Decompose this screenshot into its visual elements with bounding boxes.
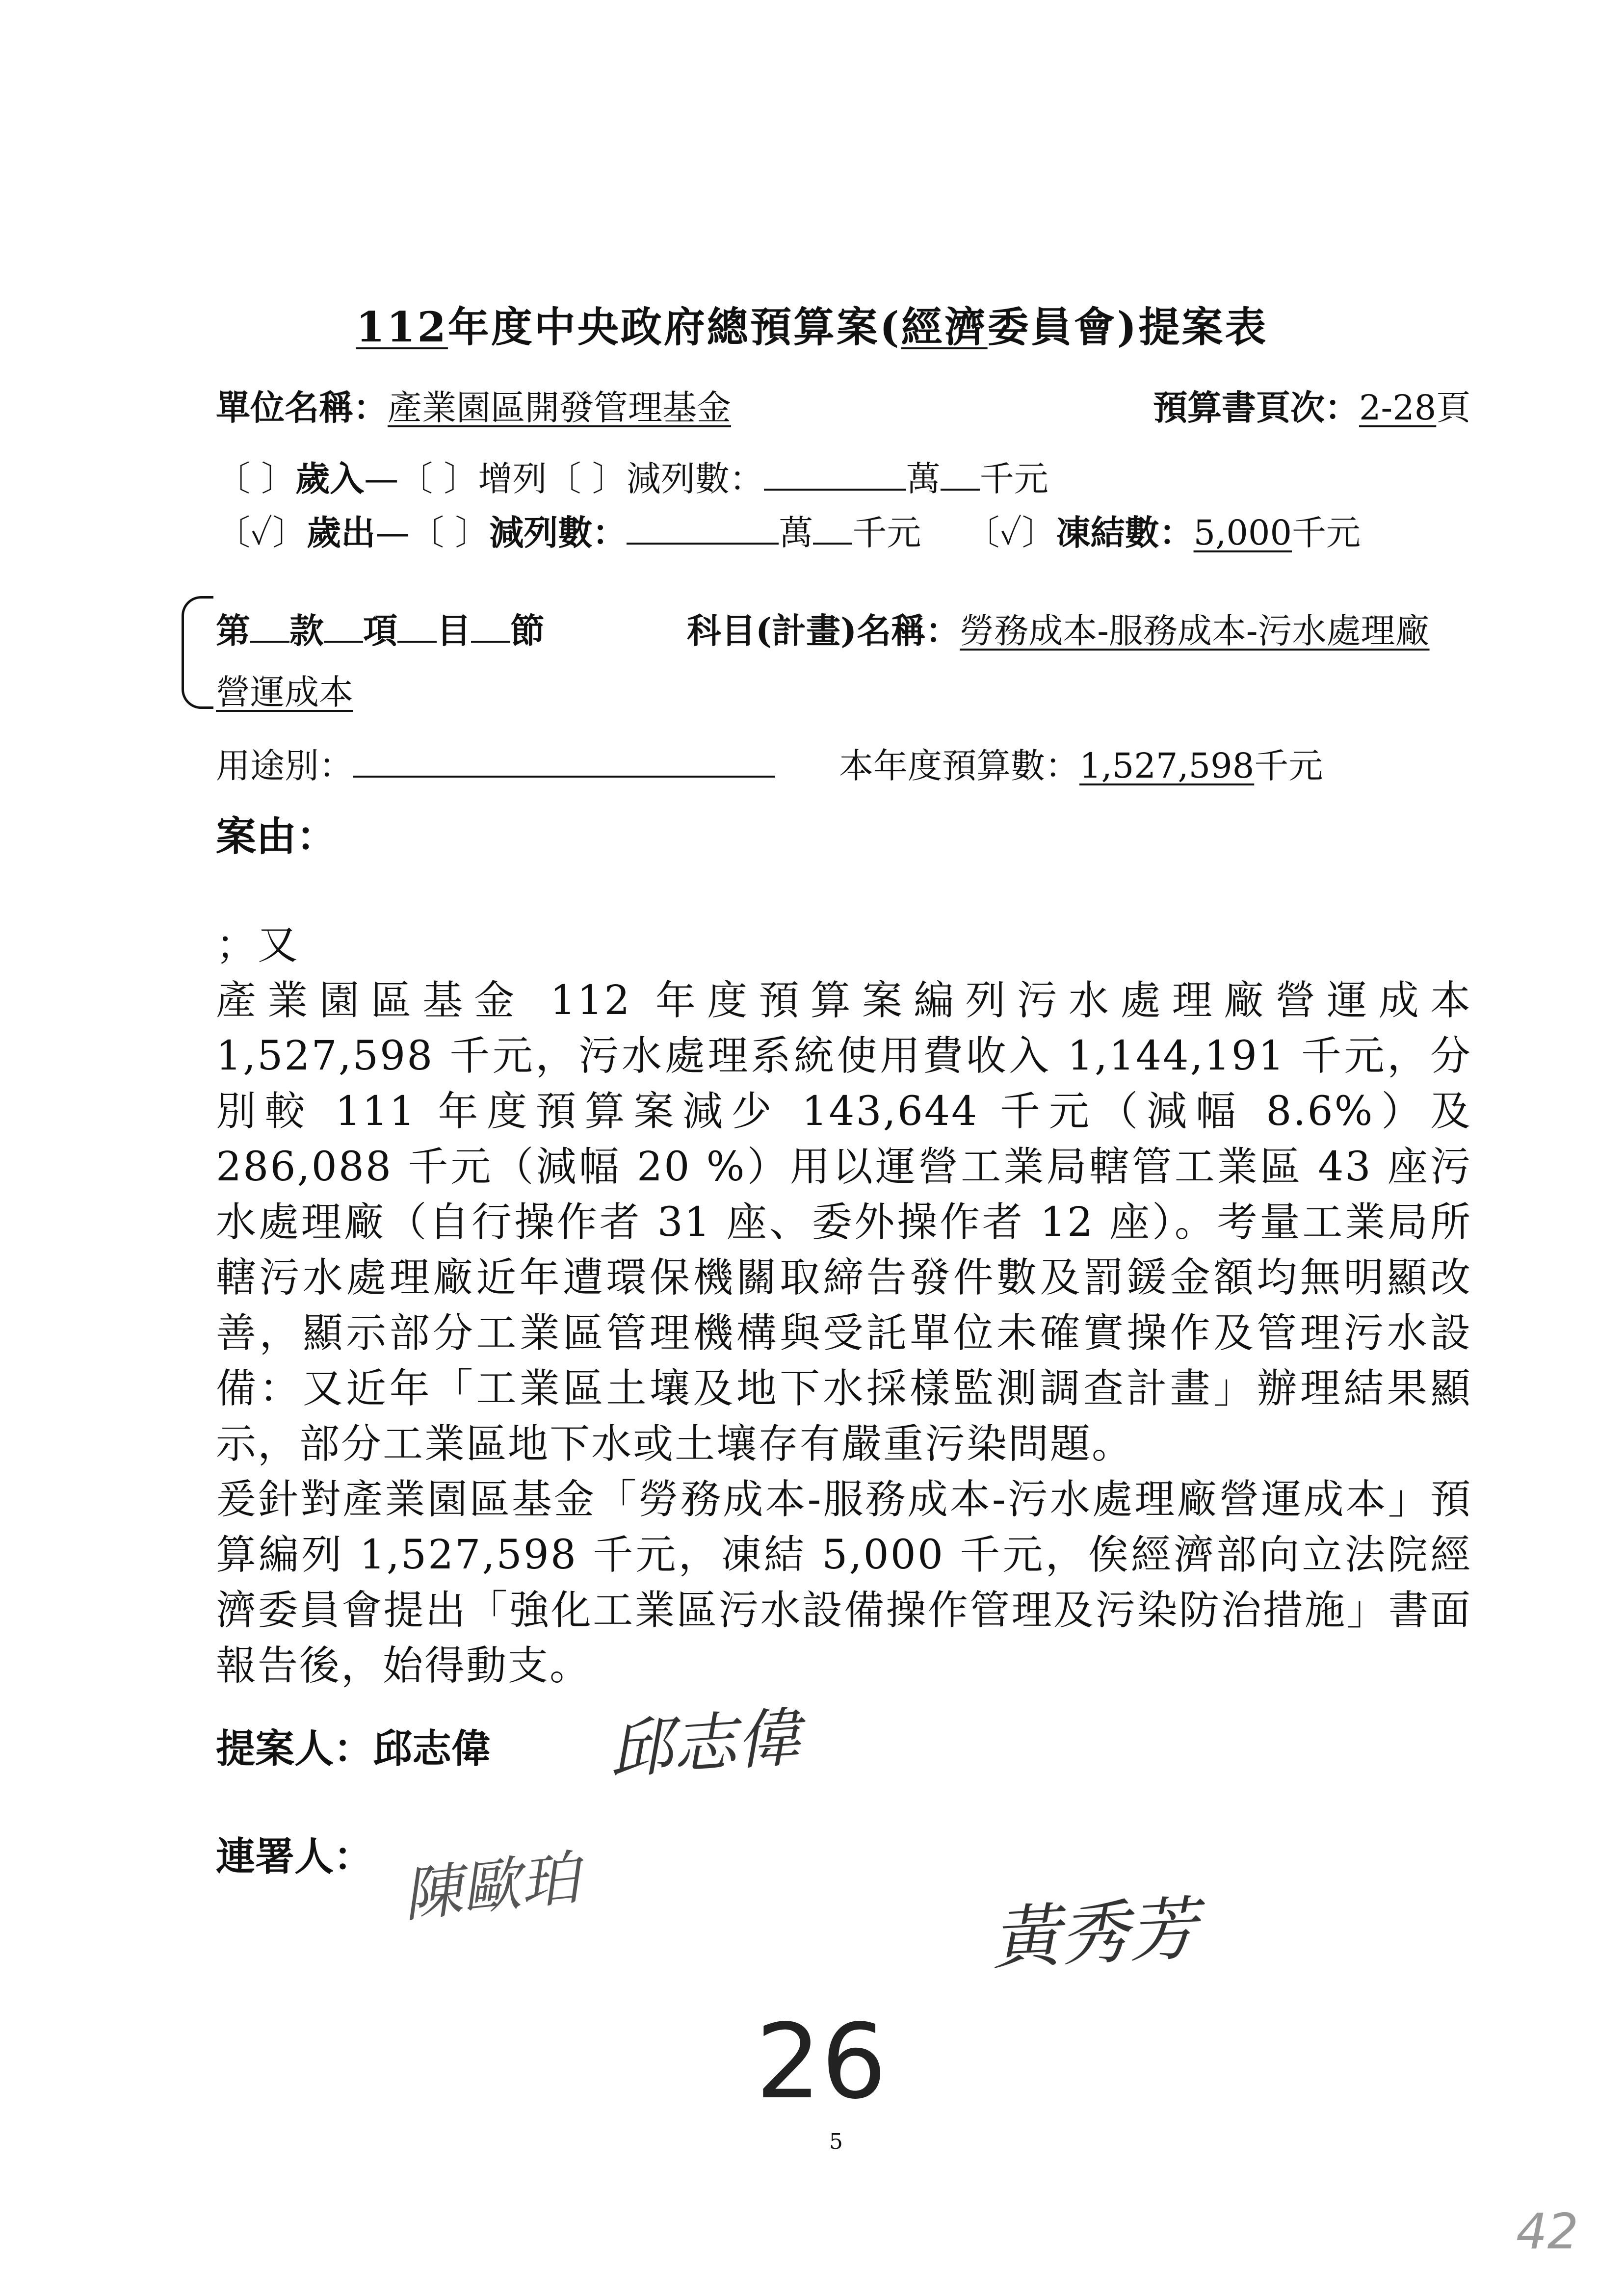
title-end: 委員會)提案表 — [987, 303, 1268, 351]
decrease-label: 減列數： — [626, 459, 764, 499]
subject-name-value-2: 營運成本 — [216, 672, 353, 712]
corner-number: 42 — [1516, 2203, 1579, 2260]
proposer-row — [216, 1717, 491, 1774]
title-committee: 經濟 — [901, 303, 988, 351]
subject-name-row — [687, 603, 1430, 653]
exp-qian-blank — [813, 514, 852, 545]
wan-blank — [764, 460, 906, 491]
expenditure-row — [216, 505, 1361, 555]
subject-row — [216, 603, 545, 653]
page-title — [0, 294, 1624, 354]
unit-value: 產業園區開發管理基金 — [388, 388, 731, 428]
reason-line0: ；又 — [216, 922, 300, 968]
cosigner-row — [216, 1825, 373, 1881]
annual-budget-label: 本年度預算數： — [839, 746, 1079, 786]
exp-wan-unit: 萬 — [779, 513, 813, 553]
subject-jie: 節 — [510, 610, 545, 651]
exp-decrease-checkbox: 〔 〕 — [410, 513, 490, 553]
budget-page-value: 2-28 — [1359, 388, 1437, 428]
budget-page-row — [1153, 380, 1470, 430]
subject-kuan: 款 — [289, 610, 324, 651]
budget-page-suffix: 頁 — [1436, 388, 1471, 428]
exp-wan-blank — [627, 514, 779, 545]
revenue-row — [216, 451, 1048, 501]
annual-budget-unit: 千元 — [1254, 746, 1323, 786]
annual-budget-value: 1,527,598 — [1079, 746, 1255, 786]
wan-unit: 萬 — [906, 459, 941, 499]
subject-name-row-2 — [216, 665, 353, 714]
subject-mu: 目 — [437, 610, 471, 651]
reason-body — [216, 917, 1472, 1694]
title-year: 112 — [356, 303, 448, 351]
freeze-label: 凍結數： — [1056, 512, 1194, 553]
proposer-signature: 邱志偉 — [606, 1699, 803, 1788]
subject-name-label: 科目(計畫)名稱： — [687, 610, 960, 651]
title-text: 年度中央政府總預算案( — [447, 303, 901, 351]
budget-page-label: 預算書頁次： — [1153, 387, 1359, 428]
xiang-blank — [324, 612, 363, 643]
expenditure-dash: — — [375, 513, 410, 553]
reason-paragraph-2: 爰針對產業園區基金「勞務成本-服務成本-污水處理廠營運成本」預算編列 1,527,598 千元，凍結 5,000 千元，俟經濟部向立法院經濟委員會提出「強化工業區污水設備操作管理及污染防治措施」書面報告後，始得動支。 — [216, 1476, 1472, 1689]
proposer-name: 邱志偉 — [373, 1725, 491, 1772]
subject-di: 第 — [216, 610, 250, 651]
subject-bracket — [182, 596, 213, 709]
cosigner-signature-1: 陳歐珀 — [399, 1844, 583, 1931]
kuan-blank — [250, 612, 289, 643]
revenue-label: 歲入 — [295, 458, 365, 499]
expenditure-label: 歲出 — [307, 512, 376, 553]
cosigner-label: 連署人： — [216, 1833, 373, 1879]
page-number: 5 — [829, 2129, 843, 2154]
exp-decrease-label: 減列數： — [489, 512, 627, 553]
cosigner-signature-2: 黃秀芳 — [989, 1889, 1200, 1980]
qian-blank — [941, 460, 980, 491]
usage-blank — [353, 747, 775, 778]
mu-blank — [397, 612, 437, 643]
usage-label: 用途別： — [216, 746, 353, 786]
unit-label: 單位名稱： — [216, 387, 388, 428]
revenue-checkbox: 〔 〕 — [216, 459, 296, 499]
subject-name-value: 勞務成本-服務成本-污水處理廠 — [960, 611, 1430, 651]
exp-qian-unit: 千元 — [852, 513, 921, 553]
handwritten-page-number: 26 — [756, 2002, 887, 2122]
freeze-unit: 千元 — [1291, 513, 1361, 553]
annual-budget-row — [839, 738, 1323, 788]
reason-paragraph-1: 產業園區基金 112 年度預算案編列污水處理廠營運成本 1,527,598 千元，污水處理系統使用費收入 1,144,191 千元，分別較 111 年度預算案減少 143,644 千元（減幅 8.6%）及 286,088 千元（減幅 20 %）用以運營工業局轄管工業區 43 座污水處理廠（自行操作者 31 座、委外操作者 12 座）。考量工業局所轄污水處理廠近年遭環保機關取締告發件數及罰鍰金額均無明顯改善，顯示部分工業區管理機構與受託單位未確實操作及管理污水設備：又近年「工業區土壤及地下水採樣監測調查計畫」辦理結果顯示，部分工業區地下水或土壤存有嚴重污染問題。 — [216, 977, 1472, 1467]
decrease-checkbox: 〔 〕 — [547, 459, 627, 499]
increase-label: 增列 — [478, 459, 547, 499]
expenditure-checkbox: 〔✓〕 — [216, 513, 307, 553]
revenue-dash: — — [364, 459, 399, 499]
increase-checkbox: 〔 〕 — [398, 459, 478, 499]
usage-row — [216, 738, 775, 788]
freeze-checkbox: 〔✓〕 — [965, 513, 1056, 553]
subject-xiang: 項 — [363, 610, 397, 651]
freeze-value: 5,000 — [1193, 513, 1292, 553]
jie-blank — [471, 612, 510, 643]
proposer-label: 提案人： — [216, 1725, 373, 1772]
unit-row — [216, 380, 731, 430]
qian-unit: 千元 — [979, 459, 1048, 499]
reason-heading: 案由： — [216, 813, 337, 860]
